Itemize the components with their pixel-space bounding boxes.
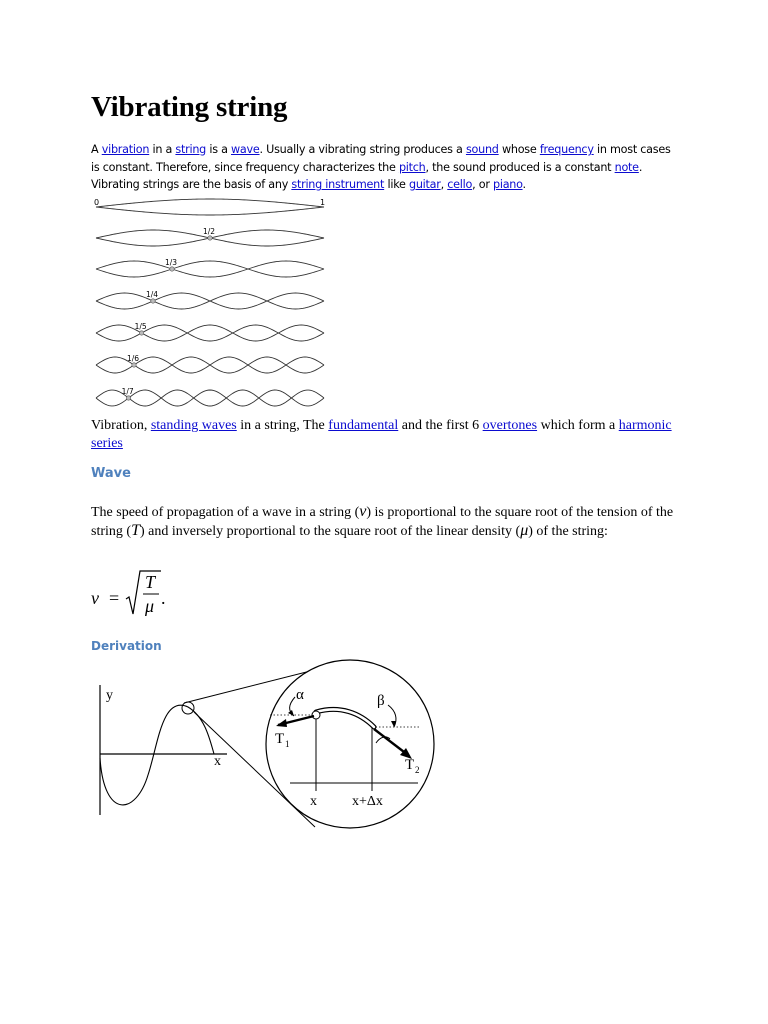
formula-denominator: μ (145, 596, 155, 616)
mode-3-node-label: 1/3 (165, 258, 178, 267)
mode-7-node (126, 396, 130, 400)
mode-6-node (132, 363, 136, 367)
link-wave[interactable]: wave (231, 143, 260, 156)
magnify-spot (182, 702, 194, 714)
symbol-mu: μ (520, 521, 529, 539)
link-standing-waves[interactable]: standing waves (150, 418, 237, 433)
wave-heading: Wave (91, 466, 131, 481)
mode-4-curve-down (96, 293, 324, 309)
formula-period: . (161, 588, 166, 608)
link-vibration[interactable]: vibration (101, 143, 150, 156)
link-sound[interactable]: sound (465, 143, 499, 156)
mode-4-node-label: 1/4 (146, 290, 159, 299)
end-label: 1 (320, 198, 326, 207)
intro-text: whose (498, 143, 540, 156)
tension-t2-label: T (405, 757, 415, 773)
caption-text: and the first 6 (398, 418, 483, 433)
mode-3-curve-down (96, 261, 324, 277)
speed-text: ) is proportional to the square root of the tension of the string ( (91, 505, 674, 539)
speed-paragraph (91, 503, 691, 540)
speed-text: ) of the string: (528, 523, 608, 539)
derivation-diagram (90, 655, 440, 835)
magnified-view (266, 660, 434, 828)
intro-text: , the sound produced is a constant (425, 160, 615, 174)
intro-text: A (91, 143, 102, 156)
link-frequency[interactable]: frequency (539, 143, 594, 156)
link-string[interactable]: string (175, 143, 207, 156)
intro-text: . Vibrating strings are the basis of any (91, 160, 643, 192)
page-title: Vibrating string (91, 91, 288, 123)
x-axis-label: x (214, 754, 221, 769)
link-string-instrument[interactable]: string instrument (291, 178, 385, 192)
formula-equals: = (109, 588, 120, 608)
mode-3-curve-up (96, 261, 324, 277)
wave-curve (100, 705, 214, 805)
alpha-label: α (296, 687, 304, 703)
link-piano[interactable]: piano (492, 178, 523, 192)
standing-waves-figure (88, 195, 333, 413)
mode-1-curve-up (96, 199, 324, 207)
y-axis-label: y (106, 688, 113, 703)
x-position-label: x (310, 794, 317, 809)
beta-label: β (377, 693, 385, 709)
radical-sign (126, 571, 161, 614)
mode-3-node (170, 267, 174, 271)
harmonic-modes (96, 199, 324, 406)
intro-text: like (384, 178, 409, 192)
intro-text: . Usually a vibrating string produces a (259, 143, 466, 156)
intro-paragraph (91, 141, 681, 194)
speed-text: The speed of propagation of a wave in a string ( (91, 505, 360, 520)
mode-7-node-label: 1/7 (121, 387, 134, 396)
link-pitch[interactable]: pitch (398, 160, 426, 174)
link-harmonic-series[interactable]: harmonic series (91, 418, 672, 451)
mode-2-node-label: 1/2 (203, 227, 216, 236)
intro-text: in a (149, 143, 176, 156)
intro-text: , (440, 178, 448, 192)
symbol-v: v (359, 503, 367, 520)
intro-text: , or (472, 178, 493, 192)
link-overtones[interactable]: overtones (482, 418, 538, 433)
speed-text: ) and inversely proportional to the square root of the linear density ( (139, 523, 521, 539)
link-fundamental[interactable]: fundamental (328, 418, 399, 433)
link-cello[interactable]: cello (447, 178, 473, 192)
mode-5-node-label: 1/5 (134, 322, 147, 331)
tension-t1-label: T (275, 731, 285, 747)
symbol-t: T (131, 521, 140, 539)
link-guitar[interactable]: guitar (408, 178, 441, 192)
formula-lhs: v (91, 588, 99, 608)
wave-speed-formula (91, 568, 181, 620)
mode-5-node (139, 331, 143, 335)
caption-text: which form a (537, 418, 619, 433)
caption-text: Vibration, (91, 418, 151, 433)
intro-text: is a (206, 143, 232, 156)
mode-6-node-label: 1/6 (127, 354, 140, 363)
intro-text: in most cases is constant. Therefore, since frequency characterizes the (91, 143, 671, 174)
mode-2-node (208, 236, 212, 240)
mode-4-node (151, 299, 155, 303)
link-note[interactable]: note (614, 160, 639, 174)
caption-text: in a string, The (236, 418, 329, 433)
derivation-heading: Derivation (91, 639, 162, 653)
tension-t2-subscript: 2 (415, 765, 420, 775)
formula-numerator: T (145, 572, 156, 592)
tension-t1-subscript: 1 (285, 739, 290, 749)
figure-caption (91, 417, 681, 452)
start-label: 0 (94, 198, 100, 207)
x-dx-position-label: x+Δx (352, 794, 383, 809)
intro-text: . (522, 178, 526, 192)
mode-1-curve-down (96, 207, 324, 215)
